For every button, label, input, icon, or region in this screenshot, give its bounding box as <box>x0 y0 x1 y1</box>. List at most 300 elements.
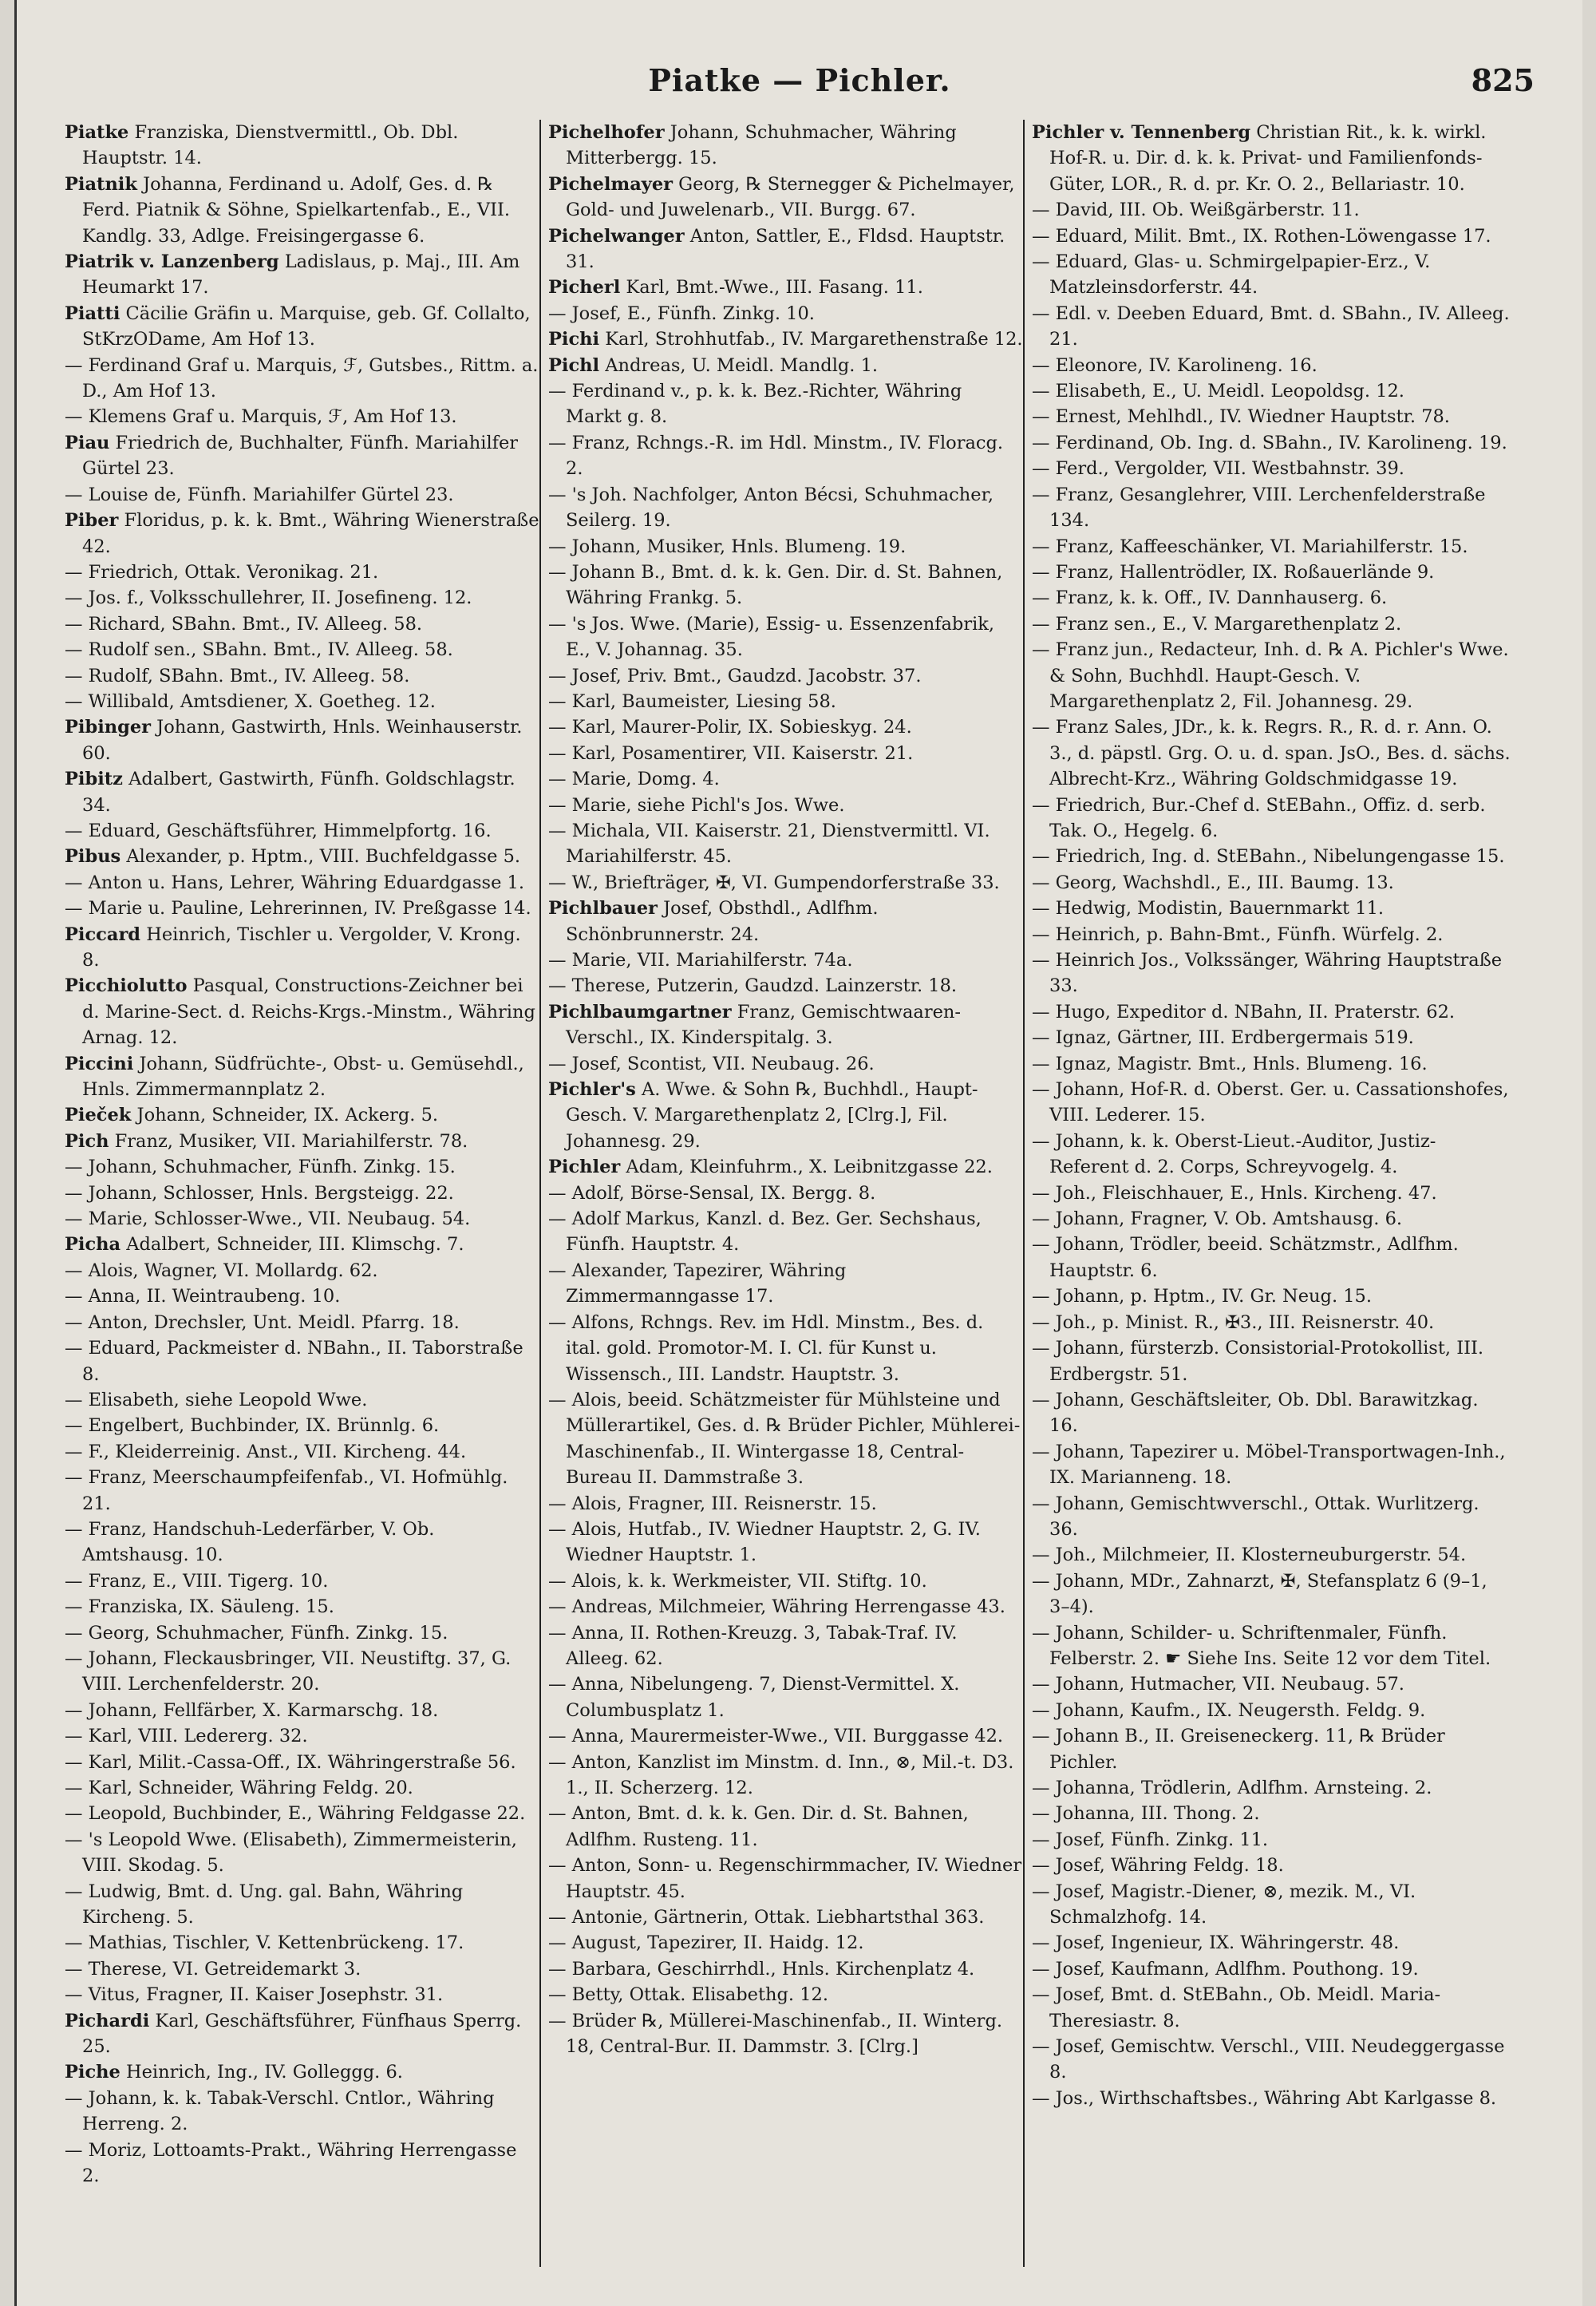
entry-surname: Piccard <box>65 924 141 945</box>
entry-text: — Hugo, Expeditor d. NBahn, II. Praterstr. 62. <box>1032 1001 1456 1022</box>
directory-entry <box>548 1620 1023 1672</box>
directory-entry <box>1032 197 1511 223</box>
entry-text: — Johanna, Trödlerin, Adlfhm. Arnsteing. 2. <box>1032 1778 1432 1798</box>
entry-text: — Eduard, Packmeister d. NBahn., II. Taborstraße 8. <box>65 1338 523 1385</box>
entry-text: — Karl, Posamentirer, VII. Kaiserstr. 21. <box>548 742 914 764</box>
entry-text: — Johann, Tapezirer u. Möbel-Transportwagen-Inh., IX. Marianneng. 18. <box>1032 1441 1506 1489</box>
directory-entry <box>548 1154 1023 1180</box>
directory-entry <box>65 1335 539 1387</box>
directory-entry <box>1032 1982 1511 2034</box>
directory-entry <box>1032 1077 1511 1129</box>
entry-surname: Piatnik <box>65 173 137 195</box>
entry-text: — Johann, Fellfärber, X. Karmarschg. 18. <box>65 1699 439 1721</box>
directory-entry <box>548 430 1023 482</box>
entry-text: — Johann, Musiker, Hnls. Blumeng. 19. <box>548 536 907 557</box>
entry-text: — Ernest, Mehlhdl., IV. Wiedner Hauptstr. 78. <box>1032 406 1450 428</box>
entry-text: — Alfons, Rchngs. Rev. im Hdl. Minstm., Bes. d. ital. gold. Promotor-M. I. Cl. für Kunst u. Wissensch., III. Landstr. Hauptstr. 3. <box>548 1311 984 1385</box>
directory-entry <box>65 1723 539 1749</box>
entry-text: — Josef, Scontist, VII. Neubaug. 26. <box>548 1053 875 1074</box>
directory-entry <box>548 1594 1023 1620</box>
entry-text: Heinrich, Ing., IV. Golleggg. 6. <box>120 2062 403 2083</box>
directory-entry <box>1032 1387 1511 1439</box>
entry-text: Franziska, Dienstvermittl., Ob. Dbl. Hauptstr. 14. <box>82 122 459 169</box>
entry-text: Adam, Kleinfuhrm., X. Leibnitzgasse 22. <box>620 1157 993 1178</box>
directory-entry <box>548 896 1023 947</box>
entry-surname: Pichelmayer <box>548 173 674 195</box>
directory-entry <box>1032 1620 1511 1672</box>
entry-text: — Johann, Gemischtwverschl., Ottak. Wurlitzerg. 36. <box>1032 1493 1479 1540</box>
entry-text: — Ferdinand Graf u. Marquis, ℱ, Gutsbes., Rittm. a. D., Am Hof 13. <box>65 354 539 402</box>
directory-entry <box>548 1671 1023 1723</box>
directory-entry <box>548 1491 1023 1517</box>
entry-text: — Johann B., Bmt. d. k. k. Gen. Dir. d. St. Bahnen, Währing Frankg. 5. <box>548 561 1003 609</box>
directory-entry <box>65 2008 539 2060</box>
entry-text: — Hedwig, Modistin, Bauernmarkt 11. <box>1032 898 1385 920</box>
entry-surname: Pichler's <box>548 1079 636 1101</box>
entry-text: — Richard, SBahn. Bmt., IV. Alleeg. 58. <box>65 613 423 635</box>
directory-entry <box>1032 1827 1511 1853</box>
entry-text: — Anton, Drechsler, Unt. Meidl. Pfarrg. 18. <box>65 1311 460 1333</box>
entry-text: — Joh., Fleischhauer, E., Hnls. Kircheng. 47. <box>1032 1182 1437 1204</box>
entry-text: — Eleonore, IV. Karolineng. 16. <box>1032 354 1317 376</box>
entry-text: — Anna, Maurermeister-Wwe., VII. Burggasse 42. <box>548 1726 1004 1747</box>
entry-text: Johann, Schneider, IX. Ackerg. 5. <box>131 1105 439 1126</box>
entry-text: — Franziska, IX. Säuleng. 15. <box>65 1596 334 1618</box>
entry-text: — 's Leopold Wwe. (Elisabeth), Zimmermeisterin, VIII. Skodag. 5. <box>65 1829 517 1877</box>
entry-text: Johanna, Ferdinand u. Adolf, Ges. d. ℞ Ferd. Piatnik & Söhne, Spielkartenfab., E., VII. Kandlg. 33, Adlge. Freisingergasse 6. <box>82 173 511 247</box>
directory-entry <box>1032 999 1511 1025</box>
entry-surname: Picchiolutto <box>65 975 188 997</box>
directory-entry <box>1032 844 1511 869</box>
directory-entry <box>548 741 1023 766</box>
directory-entry <box>1032 2086 1511 2111</box>
directory-entry <box>65 2138 539 2189</box>
directory-entry <box>65 508 539 560</box>
entry-surname: Pichelhofer <box>548 122 665 143</box>
directory-entry <box>548 1982 1023 2007</box>
entry-text: — Friedrich, Bur.-Chef d. StEBahn., Offiz. d. serb. Tak. O., Hegelg. 6. <box>1032 794 1486 841</box>
entry-text: Franz, Gemischtwaaren-Verschl., IX. Kinderspitalg. 3. <box>566 1001 961 1049</box>
directory-entry <box>65 430 539 482</box>
entry-text: — F., Kleiderreinig. Anst., VII. Kircheng. 44. <box>65 1441 467 1462</box>
directory-entry <box>548 378 1023 430</box>
entry-text: — Georg, Schuhmacher, Fünfh. Zinkg. 15. <box>65 1622 448 1643</box>
directory-entry <box>1032 1232 1511 1284</box>
entry-text: — Adolf, Börse-Sensal, IX. Bergg. 8. <box>548 1182 876 1204</box>
entry-text: Heinrich, Tischler u. Vergolder, V. Krong. 8. <box>82 924 521 971</box>
directory-entry <box>65 1284 539 1309</box>
entry-text: — Josef, Bmt. d. StEBahn., Ob. Meidl. Maria-Theresiastr. 8. <box>1032 1984 1441 2031</box>
directory-entry <box>548 947 1023 973</box>
directory-entry <box>65 973 539 1050</box>
entry-text: Karl, Strohhutfab., IV. Margarethenstraße 12. <box>599 329 1023 350</box>
entry-text: — Franz, Meerschaumpfeifenfab., VI. Hofmühlg. 21. <box>65 1467 508 1514</box>
directory-entry <box>1032 947 1511 999</box>
directory-entry <box>65 1258 539 1284</box>
directory-entry <box>65 1154 539 1180</box>
directory-entry <box>1032 1568 1511 1620</box>
entry-text: — Anton u. Hans, Lehrer, Währing Eduardgasse 1. <box>65 872 525 893</box>
entry-text: — Ferd., Vergolder, VII. Westbahnstr. 39. <box>1032 458 1404 480</box>
directory-entry <box>65 1956 539 1982</box>
directory-entry <box>65 922 539 974</box>
directory-entry <box>548 223 1023 275</box>
entry-text: — Franz, Hallentrödler, IX. Roßauerlände 9. <box>1032 561 1435 583</box>
directory-entry <box>1032 1853 1511 1878</box>
directory-entry <box>65 172 539 249</box>
entry-text: — Friedrich, Ing. d. StEBahn., Nibelungengasse 15. <box>1032 846 1505 868</box>
directory-entry <box>548 482 1023 534</box>
directory-entry <box>65 1930 539 1956</box>
entry-text: — Franz, Gesanglehrer, VIII. Lerchenfelderstraße 134. <box>1032 484 1486 532</box>
entry-text: — Eduard, Geschäftsführer, Himmelpfortg. 16. <box>65 820 492 841</box>
entry-text: — Josef, Ingenieur, IX. Währingerstr. 48. <box>1032 1932 1400 1954</box>
entry-text: — Josef, Kaufmann, Adlfhm. Pouthong. 19. <box>1032 1958 1419 1980</box>
entry-text: — Marie u. Pauline, Lehrerinnen, IV. Preßgasse 14. <box>65 898 531 920</box>
entry-text: — Johann, MDr., Zahnarzt, ✠, Stefansplatz 6 (9–1, 3–4). <box>1032 1570 1487 1618</box>
directory-entry <box>1032 223 1511 249</box>
directory-entry <box>548 611 1023 663</box>
directory-entry <box>65 2086 539 2138</box>
directory-entry <box>548 1750 1023 1802</box>
column-divider <box>539 120 541 2267</box>
directory-entry <box>548 1930 1023 1956</box>
directory-entry <box>1032 249 1511 301</box>
entry-text: — Johann, Kaufm., IX. Neugersth. Feldg. 9. <box>1032 1699 1426 1721</box>
entry-text: — 's Joh. Nachfolger, Anton Bécsi, Schuhmacher, Seilerg. 19. <box>548 484 994 532</box>
entry-surname: Pichardi <box>65 2010 150 2031</box>
directory-entry <box>65 404 539 429</box>
directory-entry <box>65 301 539 353</box>
column-1 <box>65 120 539 2189</box>
directory-entry <box>65 1129 539 1154</box>
entry-text: — Alexander, Tapezirer, Währing Zimmermanngasse 17. <box>548 1260 847 1307</box>
directory-entry <box>1032 378 1511 404</box>
directory-entry <box>1032 1439 1511 1491</box>
entry-text: — Louise de, Fünfh. Mariahilfer Gürtel 23. <box>65 484 454 505</box>
entry-text: Cäcilie Gräfin u. Marquise, geb. Gf. Collalto, StKrzODame, Am Hof 13. <box>82 303 531 350</box>
directory-entry <box>65 585 539 611</box>
directory-entry <box>548 1801 1023 1853</box>
directory-entry <box>65 1982 539 2007</box>
directory-entry <box>65 1387 539 1413</box>
directory-entry <box>548 1387 1023 1491</box>
directory-entry <box>548 353 1023 378</box>
directory-entry <box>548 663 1023 689</box>
directory-entry <box>1032 1879 1511 1931</box>
entry-text: — Marie, Domg. 4. <box>548 769 720 790</box>
directory-entry <box>65 1181 539 1206</box>
entry-text: — Adolf Markus, Kanzl. d. Bez. Ger. Sechshaus, Fünfh. Hauptstr. 4. <box>548 1208 982 1256</box>
entry-text: — Karl, Baumeister, Liesing 58. <box>548 690 836 712</box>
entry-text: Anton, Sattler, E., Fldsd. Hauptstr. 31. <box>566 225 1005 273</box>
entry-text: Floridus, p. k. k. Bmt., Währing Wienerstraße 42. <box>82 510 539 557</box>
entry-surname: Pibitz <box>65 769 123 790</box>
entry-text: — Ferdinand v., p. k. k. Bez.-Richter, Währing Markt g. 8. <box>548 381 962 428</box>
directory-entry <box>65 1517 539 1568</box>
entry-text: — Rudolf sen., SBahn. Bmt., IV. Alleeg. 58. <box>65 639 453 661</box>
directory-entry <box>548 793 1023 818</box>
entry-text: — Johann, Schilder- u. Schriftenmaler, Fünfh. Felberstr. 2. ☛ Siehe Ins. Seite 12 vor dem Titel. <box>1032 1622 1491 1669</box>
directory-entry <box>548 2008 1023 2060</box>
directory-entry <box>548 1517 1023 1568</box>
directory-entry <box>65 1775 539 1801</box>
entry-text: — Engelbert, Buchbinder, IX. Brünnlg. 6. <box>65 1415 440 1437</box>
entry-text: — Johann, Trödler, beeid. Schätzmstr., Adlfhm. Hauptstr. 6. <box>1032 1234 1459 1281</box>
directory-entry <box>1032 1775 1511 1801</box>
entry-surname: Piccini <box>65 1053 134 1074</box>
directory-entry <box>65 1413 539 1438</box>
directory-entry <box>1032 585 1511 611</box>
entry-text: Adalbert, Schneider, III. Klimschg. 7. <box>120 1234 464 1256</box>
entry-surname: Pichler <box>548 1157 621 1178</box>
directory-entry <box>65 1568 539 1594</box>
directory-entry <box>548 689 1023 714</box>
entry-surname: Piatti <box>65 303 120 324</box>
entry-surname: Pichler v. Tennenberg <box>1032 122 1251 143</box>
entry-text: — Leopold, Buchbinder, E., Währing Feldgasse 22. <box>65 1803 526 1825</box>
directory-entry <box>1032 637 1511 714</box>
entry-surname: Piatke <box>65 122 129 143</box>
entry-text: — Franz sen., E., V. Margarethenplatz 2. <box>1032 613 1402 635</box>
entry-text: — Josef, E., Fünfh. Zinkg. 10. <box>548 303 815 324</box>
entry-text: — Joh., Milchmeier, II. Klosterneuburgerstr. 54. <box>1032 1545 1467 1566</box>
directory-entry <box>65 1051 539 1103</box>
entry-text: Adalbert, Gastwirth, Fünfh. Goldschlagstr. 34. <box>82 769 516 816</box>
entry-text: Karl, Bmt.-Wwe., III. Fasang. 11. <box>620 277 923 299</box>
entry-surname: Pichlbaumgartner <box>548 1001 732 1022</box>
entry-text: — August, Tapezirer, II. Haidg. 12. <box>548 1932 864 1954</box>
entry-text: Ladislaus, p. Maj., III. Am Heumarkt 17. <box>82 251 520 299</box>
directory-entry <box>65 1879 539 1931</box>
entry-text: — Karl, Maurer-Polir, IX. Sobieskyg. 24. <box>548 717 912 738</box>
entry-text: — Johanna, III. Thong. 2. <box>1032 1803 1260 1825</box>
entry-surname: Piau <box>65 432 110 453</box>
entry-text: — Therese, Putzerin, Gaudzd. Lainzerstr. 18. <box>548 975 958 997</box>
directory-entry <box>548 1853 1023 1905</box>
entry-text: — Friedrich, Ottak. Veronikag. 21. <box>65 561 379 583</box>
entry-text: — Karl, VIII. Ledererg. 32. <box>65 1726 308 1747</box>
entry-text: — Karl, Milit.-Cassa-Off., IX. Währingerstraße 56. <box>65 1751 516 1773</box>
entry-text: — Johann, k. k. Tabak-Verschl. Cntlor., Währing Herreng. 2. <box>65 2087 495 2135</box>
directory-entry <box>1032 611 1511 637</box>
directory-entry <box>65 1232 539 1257</box>
entry-text: — Jos., Wirthschaftsbes., Währing Abt Karlgasse 8. <box>1032 2087 1497 2109</box>
directory-entry <box>1032 1671 1511 1697</box>
page-header <box>65 62 1535 110</box>
entry-text: — Ludwig, Bmt. d. Ung. gal. Bahn, Währing Kircheng. 5. <box>65 1881 464 1928</box>
entry-text: — Josef, Währing Feldg. 18. <box>1032 1855 1284 1877</box>
entry-surname: Pich <box>65 1130 109 1152</box>
directory-entry <box>65 120 539 172</box>
directory-entry <box>548 999 1023 1051</box>
entry-text: — Klemens Graf u. Marquis, ℱ, Am Hof 13. <box>65 406 457 428</box>
directory-entry <box>548 172 1023 223</box>
entry-text: — Vitus, Fragner, II. Kaiser Josephstr. 31. <box>65 1984 444 2006</box>
directory-entry <box>1032 714 1511 792</box>
directory-entry <box>65 870 539 896</box>
entry-text: — Josef, Magistr.-Diener, ⊗, mezik. M., VI. Schmalzhofg. 14. <box>1032 1881 1416 1928</box>
entry-text: — Georg, Wachshdl., E., III. Baumg. 13. <box>1032 872 1394 893</box>
entry-text: — Franz jun., Redacteur, Inh. d. ℞ A. Pichler's Wwe. & Sohn, Buchhdl. Haupt-Gesch. V. Margarethenplatz 2, Fil. Johannesg. 29. <box>1032 639 1509 712</box>
entry-surname: Piatrik v. Lanzenberg <box>65 251 279 273</box>
directory-entry <box>1032 430 1511 456</box>
directory-entry <box>1032 922 1511 947</box>
directory-entry <box>548 1077 1023 1154</box>
directory-entry <box>548 1181 1023 1206</box>
directory-entry <box>65 766 539 818</box>
entry-text: — Ferdinand, Ob. Ing. d. SBahn., IV. Karolineng. 19. <box>1032 432 1507 453</box>
entry-text: — Brüder ℞, Müllerei-Maschinenfab., II. Winterg. 18, Central-Bur. II. Dammstr. 3. [Clrg.] <box>548 2010 1002 2058</box>
directory-entry <box>65 689 539 714</box>
entry-text: — Willibald, Amtsdiener, X. Goetheg. 12. <box>65 690 436 712</box>
directory-entry <box>548 973 1023 999</box>
entry-text: Johann, Gastwirth, Hnls. Weinhauserstr. 60. <box>82 717 523 764</box>
directory-entry <box>65 1310 539 1335</box>
entry-text: — Johann, Schuhmacher, Fünfh. Zinkg. 15. <box>65 1157 456 1178</box>
entry-text: — Franz, k. k. Off., IV. Dannhauserg. 6. <box>1032 587 1388 609</box>
entry-text: — Anna, II. Weintraubeng. 10. <box>65 1286 341 1307</box>
entry-surname: Pichl <box>548 354 600 376</box>
entry-text: — Rudolf, SBahn. Bmt., IV. Alleeg. 58. <box>65 665 410 686</box>
directory-entry <box>548 818 1023 870</box>
entry-text: — Johann, Schlosser, Hnls. Bergsteigg. 22. <box>65 1182 454 1204</box>
directory-entry <box>65 818 539 844</box>
directory-entry <box>1032 1698 1511 1723</box>
entry-text: — Franz, Kaffeeschänker, VI. Mariahilferstr. 15. <box>1032 536 1468 557</box>
entry-surname: Piber <box>65 510 119 532</box>
directory-entry <box>548 1051 1023 1077</box>
directory-entry <box>1032 1025 1511 1050</box>
entry-surname: Pichelwanger <box>548 225 685 247</box>
directory-page <box>14 0 1582 2306</box>
directory-entry <box>1032 1723 1511 1775</box>
directory-entry <box>548 714 1023 740</box>
entry-text: — Moriz, Lottoamts-Prakt., Währing Herrengasse 2. <box>65 2139 517 2187</box>
entry-text: — Josef, Fünfh. Zinkg. 11. <box>1032 1829 1269 1850</box>
entry-text: — Antonie, Gärtnerin, Ottak. Liebhartsthal 363. <box>548 1907 985 1928</box>
entry-text: — Michala, VII. Kaiserstr. 21, Dienstvermittl. VI. Mariahilferstr. 45. <box>548 820 990 868</box>
directory-entry <box>65 1439 539 1465</box>
entry-text: — Marie, VII. Mariahilferstr. 74a. <box>548 950 853 971</box>
directory-entry <box>1032 1310 1511 1335</box>
entry-text: Josef, Obsthdl., Adlfhm. Schönbrunnerstr. 24. <box>566 898 879 945</box>
entry-text: — Marie, Schlosser-Wwe., VII. Neubaug. 54. <box>65 1208 471 1230</box>
page-title: Piatke — Pichler. <box>648 62 951 98</box>
entry-text: — Marie, siehe Pichl's Jos. Wwe. <box>548 794 845 816</box>
directory-entry <box>1032 1491 1511 1543</box>
entry-surname: Pibinger <box>65 717 152 738</box>
directory-entry <box>548 1258 1023 1310</box>
entry-text: — Heinrich Jos., Volkssänger, Währing Hauptstraße 33. <box>1032 950 1503 997</box>
directory-entry <box>1032 793 1511 844</box>
directory-entry <box>65 663 539 689</box>
entry-surname: Picherl <box>548 277 621 299</box>
entry-text: Christian Rit., k. k. wirkl. Hof-R. u. Dir. d. k. k. Privat- und Familienfonds-Güter, LOR., R. d. pr. Kr. O. 2., Bellariastr. 10. <box>1049 122 1487 195</box>
entry-text: — Anton, Kanzlist im Minstm. d. Inn., ⊗, Mil.-t. D3. 1., II. Scherzerg. 12. <box>548 1751 1014 1798</box>
directory-entry <box>548 1310 1023 1387</box>
directory-entry <box>548 534 1023 560</box>
directory-entry <box>548 1956 1023 1982</box>
entry-surname: Pichlbauer <box>548 898 658 920</box>
column-divider <box>1023 120 1025 2267</box>
entry-text: — Betty, Ottak. Elisabethg. 12. <box>548 1984 829 2006</box>
entry-text: — Johann, k. k. Oberst-Lieut.-Auditor, Justiz-Referent d. 2. Corps, Schreyvogelg. 4. <box>1032 1130 1436 1178</box>
directory-entry <box>65 1827 539 1879</box>
directory-entry <box>65 1206 539 1232</box>
directory-entry <box>548 1723 1023 1749</box>
entry-text: — Alois, Hutfab., IV. Wiedner Hauptstr. 2, G. IV. Wiedner Hauptstr. 1. <box>548 1518 981 1566</box>
entry-surname: Piche <box>65 2062 120 2083</box>
entry-text: Karl, Geschäftsführer, Fünfhaus Sperrg. 25. <box>82 2010 522 2058</box>
directory-entry <box>65 611 539 637</box>
directory-entry <box>548 301 1023 326</box>
entry-text: Alexander, p. Hptm., VIII. Buchfeldgasse 5. <box>120 846 521 868</box>
entry-text: — Alois, k. k. Werkmeister, VII. Stiftg. 10. <box>548 1570 927 1592</box>
directory-entry <box>548 1568 1023 1594</box>
directory-entry <box>65 637 539 663</box>
directory-entry <box>1032 1206 1511 1232</box>
entry-text: — Johann, Hutmacher, VII. Neubaug. 57. <box>1032 1674 1404 1695</box>
entry-text: — Joh., p. Minist. R., ✠3., III. Reisnerstr. 40. <box>1032 1311 1435 1333</box>
directory-entry <box>548 766 1023 792</box>
directory-entry <box>548 275 1023 300</box>
entry-text: — Alois, beeid. Schätzmeister für Mühlsteine und Müllerartikel, Ges. d. ℞ Brüder Pichler, Mühlerei-Maschinenfab., II. Wintergasse 18, Central-Bureau II. Dammstraße 3. <box>548 1389 1021 1489</box>
directory-entry <box>548 1905 1023 1930</box>
directory-entry <box>65 1465 539 1517</box>
directory-entry <box>1032 404 1511 429</box>
entry-text: Friedrich de, Buchhalter, Fünfh. Mariahilfer Gürtel 23. <box>82 432 519 480</box>
directory-entry <box>65 560 539 585</box>
directory-entry <box>1032 560 1511 585</box>
directory-entry <box>1032 482 1511 534</box>
directory-entry <box>1032 1542 1511 1568</box>
entry-text: — Anna, Nibelungeng. 7, Dienst-Vermittel. X. Columbusplatz 1. <box>548 1674 960 1721</box>
directory-entry <box>65 714 539 766</box>
directory-entry <box>65 249 539 301</box>
entry-text: — Edl. v. Deeben Eduard, Bmt. d. SBahn., IV. Alleeg. 21. <box>1032 303 1510 350</box>
entry-text: — Franz, E., VIII. Tigerg. 10. <box>65 1570 329 1592</box>
entry-text: — Johann, Hof-R. d. Oberst. Ger. u. Cassationshofes, VIII. Lederer. 15. <box>1032 1079 1509 1126</box>
entry-text: Pasqual, Constructions-Zeichner bei d. Marine-Sect. d. Reichs-Krgs.-Minstm., Währing Arnag. 12. <box>82 975 535 1049</box>
page-number: 825 <box>1471 62 1535 98</box>
entry-text: — Ignaz, Magistr. Bmt., Hnls. Blumeng. 16. <box>1032 1053 1428 1074</box>
entry-text: Franz, Musiker, VII. Mariahilferstr. 78. <box>109 1130 468 1152</box>
directory-entry <box>1032 456 1511 481</box>
entry-text: — Ignaz, Gärtner, III. Erdbergermais 519. <box>1032 1027 1414 1049</box>
entry-text: A. Wwe. & Sohn ℞, Buchhdl., Haupt-Gesch. V. Margarethenplatz 2, [Clrg.], Fil. Johannesg. 29. <box>566 1079 978 1152</box>
directory-entry <box>1032 2034 1511 2086</box>
entry-text: — Elisabeth, E., U. Meidl. Leopoldsg. 12. <box>1032 381 1404 402</box>
directory-entry <box>1032 1181 1511 1206</box>
entry-text: Johann, Südfrüchte-, Obst- u. Gemüsehdl., Hnls. Zimmermannplatz 2. <box>82 1053 524 1101</box>
entry-text: — Mathias, Tischler, V. Kettenbrückeng. 17. <box>65 1932 464 1954</box>
column-2 <box>548 120 1023 2059</box>
directory-entry <box>548 870 1023 896</box>
entry-surname: Pieček <box>65 1105 132 1126</box>
entry-text: — Anton, Bmt. d. k. k. Gen. Dir. d. St. Bahnen, Adlfhm. Rusteng. 11. <box>548 1803 969 1850</box>
directory-entry <box>65 2059 539 2085</box>
directory-entry <box>1032 1335 1511 1387</box>
directory-entry <box>1032 534 1511 560</box>
directory-entry <box>65 844 539 869</box>
entry-text: — Anna, II. Rothen-Kreuzg. 3, Tabak-Traf. IV. Alleeg. 62. <box>548 1622 958 1669</box>
entry-surname: Picha <box>65 1234 121 1256</box>
entry-surname: Pibus <box>65 846 121 868</box>
entry-text: — Johann B., II. Greiseneckerg. 11, ℞ Brüder Pichler. <box>1032 1726 1445 1773</box>
directory-entry <box>1032 120 1511 197</box>
entry-text: — Therese, VI. Getreidemarkt 3. <box>65 1958 361 1980</box>
